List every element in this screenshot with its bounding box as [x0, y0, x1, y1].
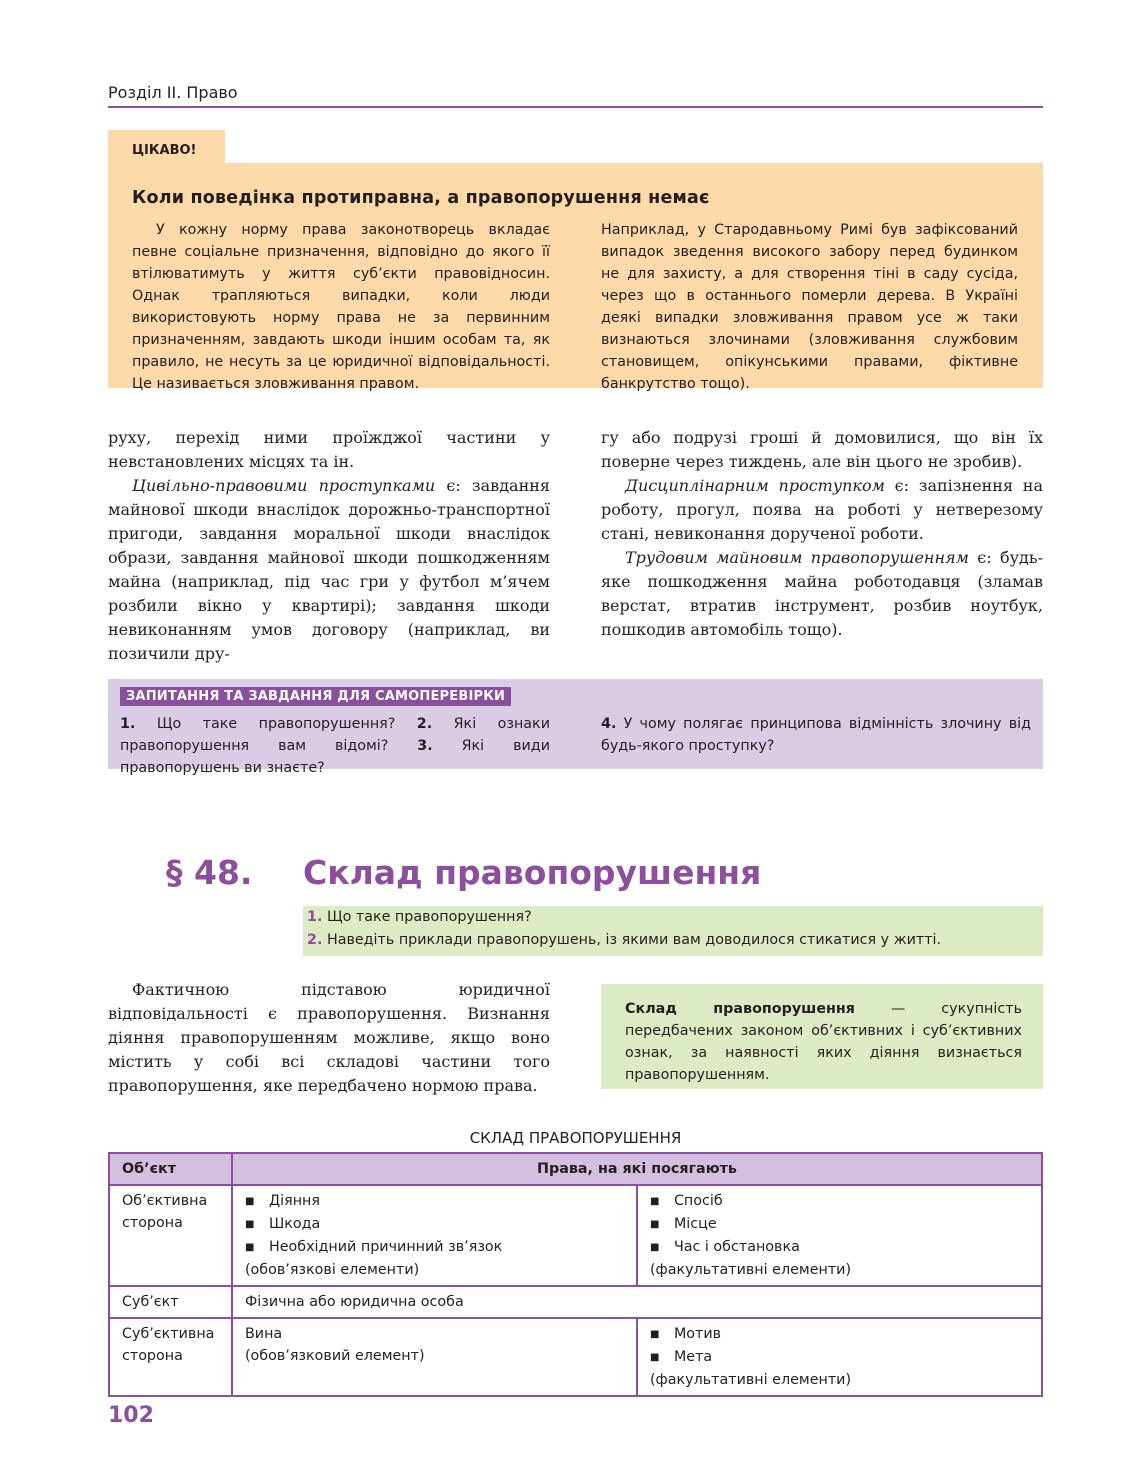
page-number: 102: [108, 1403, 154, 1428]
section-number: § 48.: [166, 853, 253, 892]
row-label: Суб’єкт: [109, 1286, 232, 1318]
question-text: Які ознаки правопорушення вам відомі?: [120, 716, 550, 754]
row-label: Суб’єктивна сторона: [109, 1318, 232, 1396]
body-paragraph: [601, 474, 1043, 546]
question-text: У чому полягає принципова відмінність злочину від будь-якого проступку?: [601, 716, 1031, 754]
intro-paragraph: Фактичною підставою юридичної відповідальності є правопорушення. Визнання діяння правопорушенням можливе, якщо воно містить у собі всі складові частини того правопорушення, яке передбачено нормою права.: [108, 980, 550, 1095]
list-item: ■ Мотив: [650, 1323, 1029, 1346]
self-check-questions-left: [120, 713, 550, 779]
term-disciplinary: Дисциплінарним проступком: [625, 476, 885, 495]
list-item: ■ Діяння: [245, 1190, 624, 1213]
question-text: Що таке правопорушення?: [135, 716, 417, 732]
interesting-box: [108, 163, 1043, 392]
interesting-tab-label: ЦІКАВО!: [132, 143, 197, 158]
definition: [625, 998, 1022, 1086]
note: (факультативні елементи): [649, 1262, 852, 1278]
note: (факультативні елементи): [649, 1372, 852, 1388]
interesting-right-text: Наприклад, у Стародавньому Римі був зафіксований випадок зведення високого забору перед будинком не для захисту, а для створення тіні в саду сусіда, через що в останнього померли дерева. В Україні деякі випадки зловживання правом усе ж таки визнаються злочинами (зловживання службовим становищем, опікунськими правами, фіктивне банкрутство тощо).: [601, 222, 1018, 392]
mandatory-elements: [232, 1318, 637, 1396]
table-header-row: [109, 1153, 1042, 1185]
note: (обов’язкові елементи): [244, 1262, 420, 1278]
pre-question-number: 1.: [307, 909, 323, 925]
question-number: 3.: [417, 738, 433, 754]
pre-question-number: 2.: [307, 932, 323, 948]
row-label: Об’єктивна сторона: [109, 1185, 232, 1286]
question-number: 2.: [416, 716, 433, 732]
list-item: ■ Мета: [650, 1346, 1029, 1369]
interesting-left-text: У кожну норму права законотворець вкладає певне соціальне призначення, відповідно до якого її втілюватимуть у життя суб’єкти правовідносин. Однак трапляються випадки, коли люди використовують норму права не за первинним призначенням, завдають шкоди іншим особам та, як правило, не несуть за це юридичної відповідальності. Це називається зловживання правом.: [132, 222, 550, 392]
body-text: є: будь-яке пошкодження майна роботодавця (зламав верстат, втратив інструмент, розбив ноутбук, пошкодив автомобіль тощо).: [601, 548, 1043, 639]
section-intro: [108, 978, 550, 1098]
pre-questions-box: [303, 906, 1043, 956]
self-check-label: ЗАПИТАННЯ ТА ЗАВДАННЯ ДЛЯ САМОПЕРЕВІРКИ: [120, 687, 511, 706]
table-row: [109, 1185, 1042, 1286]
pre-question-text: Що таке правопорушення?: [326, 909, 532, 925]
body-right-column: [601, 426, 1043, 666]
list-item: ■ Необхідний причинний зв’язок: [245, 1236, 624, 1259]
self-check-questions-right: [601, 713, 1031, 757]
body-paragraph-continued: гу або подрузі гроші й домовилися, що він їх поверне через тиждень, але він цього не зробив).: [601, 428, 1043, 471]
running-header: Розділ ІІ. Право: [108, 83, 238, 102]
body-paragraph: руху, перехід ними проїжджої частини у невстановлених місцях та ін.: [108, 428, 550, 471]
header-rights: Права, на які посягають: [232, 1153, 1042, 1185]
body-left-column: [108, 426, 550, 666]
pre-question: [307, 909, 532, 925]
composition-table: [108, 1152, 1043, 1397]
definition-term: Склад правопорушення: [625, 1001, 855, 1017]
body-text: є: запізнення на роботу, прогул, поява на роботі у нетверезому стані, невиконання дорученої роботи.: [601, 476, 1043, 543]
optional-elements: [637, 1318, 1042, 1396]
table-row: [109, 1318, 1042, 1396]
list-item: ■ Місце: [650, 1213, 1029, 1236]
list-item: ■ Шкода: [245, 1213, 624, 1236]
optional-elements: [637, 1185, 1042, 1286]
list-item: ■ Спосіб: [650, 1190, 1029, 1213]
term-labor: Трудовим майновим правопорушенням: [625, 548, 969, 567]
body-paragraph: [108, 474, 550, 666]
definition-text: — сукупність передбачених законом об’єктивних і суб’єктивних ознак, за наявності яких діяння визнається правопорушенням.: [625, 1001, 1022, 1083]
interesting-tab: [108, 130, 225, 163]
list-item: ■ Час і обстановка: [650, 1236, 1029, 1259]
body-paragraph: [601, 546, 1043, 642]
header-object: Об’єкт: [109, 1153, 232, 1185]
section-title: Склад правопорушення: [303, 853, 762, 892]
self-check-box: [108, 679, 1043, 776]
header-divider: [108, 106, 1043, 108]
interesting-title: Коли поведінка протиправна, а правопорушення немає: [132, 188, 710, 208]
body-text: є: завдання майнової шкоди внаслідок дорожньо-транспортної пригоди, завдання моральної шкоди внаслідок образи, завдання майнової шкоди пошкодженням майна (наприклад, під час гри у футбол м’ячем розбили вікно у квартирі); завдання шкоди невиконанням умов договору (наприклад, ви позичили дру-: [108, 476, 550, 663]
table-row: [109, 1286, 1042, 1318]
term-civil: Цивільно-правовими проступками: [132, 476, 436, 495]
list-item: Вина: [244, 1326, 283, 1342]
question-text: Які види правопорушень ви знаєте?: [120, 738, 550, 776]
pre-question-text: Наведіть приклади правопорушень, із якими вам доводилося стикатися у житті.: [326, 932, 942, 948]
pre-question: [307, 932, 941, 948]
mandatory-elements: [232, 1185, 637, 1286]
note: (обов’язковий елемент): [244, 1348, 425, 1364]
subject-value: Фізична або юридична особа: [232, 1286, 1042, 1318]
definition-box: [601, 984, 1043, 1089]
question-number: 1.: [120, 716, 136, 732]
question-number: 4.: [601, 716, 617, 732]
table-caption: СКЛАД ПРАВОПОРУШЕННЯ: [469, 1129, 682, 1147]
